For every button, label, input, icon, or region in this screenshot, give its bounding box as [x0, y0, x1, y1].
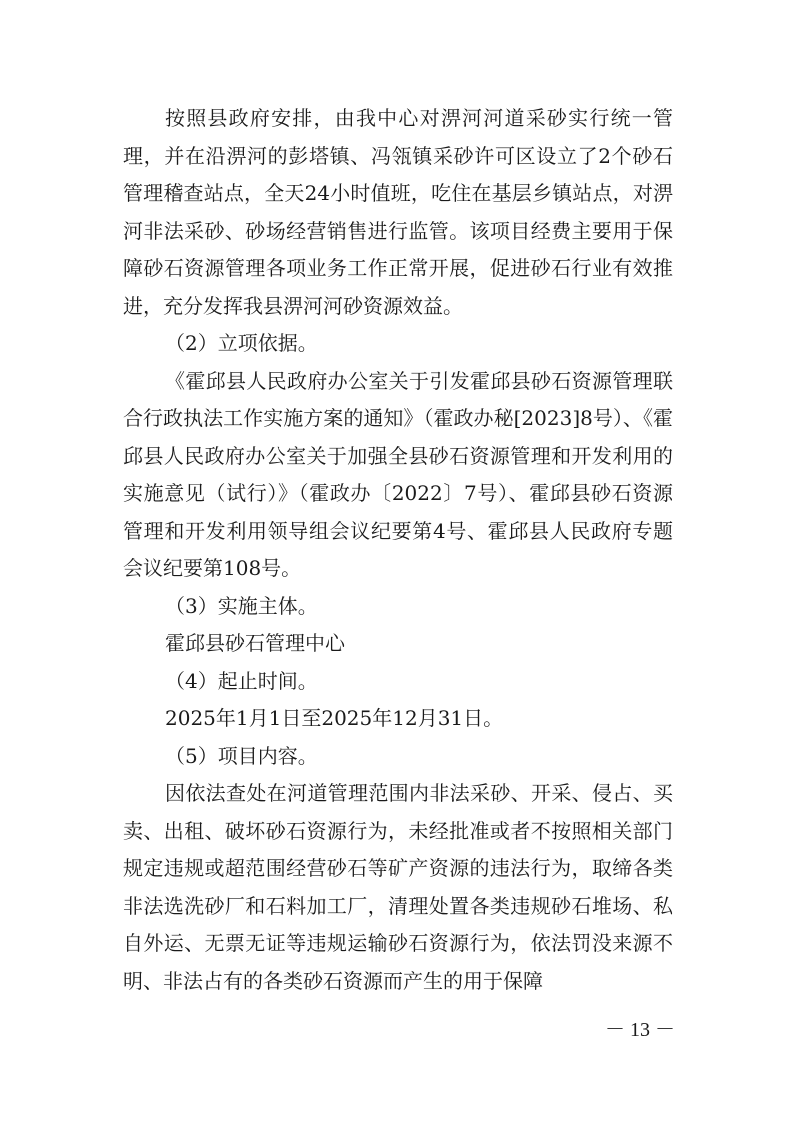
heading-project-basis: （2）立项依据。 — [165, 331, 318, 355]
heading-duration: （4）起止时间。 — [165, 668, 318, 693]
paragraph-project-basis: 《霍邱县人民政府办公室关于引发霍邱县砂石资源管理联合行政执法工作实施方案的通知》（霍政办秘[2023]8号）、《霍邱县人民政府办公室关于加强全县砂石资源管理和开发利用的实施意见（试行）》（霍政办〔2022〕7号）、霍邱县砂石资源管理和开发利用领导组会议纪要第4号、霍邱县人民政府专题会议纪要第108号。 — [123, 368, 673, 580]
page-number: － 13 － — [605, 1019, 675, 1041]
heading-project-content: （5）项目内容。 — [165, 743, 318, 768]
document-body — [123, 100, 673, 1000]
paragraph-implementing-entity: 霍邱县砂石管理中心 — [165, 631, 345, 655]
paragraph-project-overview: 按照县政府安排，由我中心对淠河河道采砂实行统一管理，并在沿淠河的彭塔镇、冯瓴镇采砂许可区设立了2个砂石管理稽查站点，全天24小时值班，吃住在基层乡镇站点，对淠河非法采砂、砂场经营销售进行监管。该项目经费主要用于保障砂石资源管理各项业务工作正常开展，促进砂石行业有效推进，充分发挥我县淠河河砂资源效益。 — [123, 106, 673, 318]
paragraph-project-content: 因依法查处在河道管理范围内非法采砂、开采、侵占、买卖、出租、破坏砂石资源行为，未经批准或者不按照相关部门规定违规或超范围经营砂石等矿产资源的违法行为，取缔各类非法选洗砂厂和石料加工厂，清理处置各类违规砂石堆场、私自外运、无票无证等违规运输砂石资源行为，依法罚没来源不明、非法占有的各类砂石资源而产生的用于保障 — [123, 781, 673, 993]
heading-implementing-entity: （3）实施主体。 — [165, 593, 318, 618]
paragraph-duration: 2025年1月1日至2025年12月31日。 — [165, 706, 504, 730]
